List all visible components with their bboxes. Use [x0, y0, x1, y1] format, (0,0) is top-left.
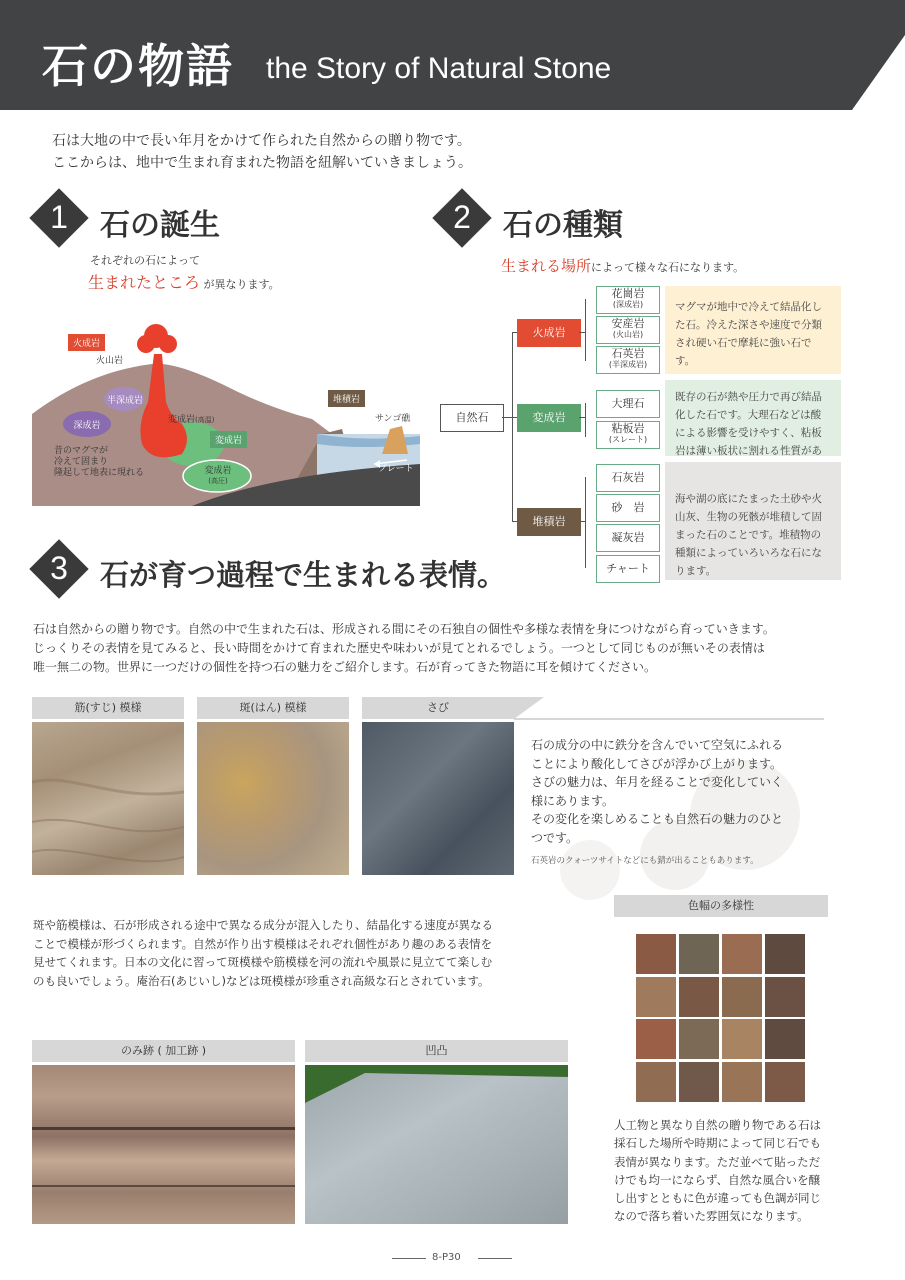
- plate-label: プレート: [378, 464, 414, 474]
- section-1-lead-rest: が異なります。: [200, 278, 280, 291]
- stone-tile: [636, 934, 676, 974]
- stone-tile: [679, 1019, 719, 1059]
- group-sedimentary: 堆積岩: [517, 508, 581, 536]
- section-2-lead: [501, 255, 744, 276]
- caption-han: 斑(はん) 模様: [197, 697, 349, 719]
- meta-hot-name: 変成岩: [168, 415, 196, 425]
- footer-rule-left: [392, 1258, 426, 1259]
- ototsu-slab: [305, 1065, 568, 1224]
- section-1-number: 1: [50, 199, 68, 235]
- stone-slate-name: 粘板岩: [611, 422, 645, 435]
- stone-marble[interactable]: 大理石: [596, 390, 660, 418]
- sedimentary-description: 海や湖の底にたまった土砂や火山灰、生物の死骸が堆積して固まった石のことです。堆積物の種類によっていろいろな石になります。: [665, 462, 841, 580]
- metamorphic-description: 既存の石が熱や圧力で再び結晶化した石です。大理石などは酸による影響を受けやすく、粘板岩は薄い板状に割れる性質があ: [665, 380, 841, 456]
- photo-ototsu: [305, 1065, 568, 1224]
- page-number: 8-P30: [432, 1252, 461, 1263]
- color-line-2: 採石した場所や時期によって同じ石でも: [614, 1136, 821, 1151]
- pattern-line-1: 斑や筋模様は、石が形成される途中で異なる成分が混入したり、結晶化する速度が異なる: [33, 918, 493, 932]
- intro-line-2: ここからは、地中で生まれ育まれた物語を紐解いていきましょう。: [52, 155, 472, 171]
- sabi-note: 石英岩のクォーツサイトなどにも錆が出ることもあります。: [531, 856, 759, 866]
- section-2-emphasis: 生まれる場所: [501, 257, 592, 275]
- section-3-number: 3: [50, 550, 68, 586]
- color-line-6: なので落ち着いた雰囲気になります。: [614, 1209, 809, 1224]
- section-2-lead-rest: によって様々な石になります。: [591, 261, 745, 274]
- sabi-line-2: ことにより酸化してさびが浮かび上がります。: [531, 756, 783, 771]
- meta-press-sub: (高圧): [208, 477, 228, 485]
- stone-tile: [765, 977, 805, 1017]
- section-1-lead: それぞれの石によって: [90, 254, 200, 267]
- stone-tile: [765, 1062, 805, 1102]
- section-1-lead-2: [88, 270, 280, 293]
- tile-grid: [636, 934, 808, 1104]
- section-1-title: 石の誕生: [100, 208, 220, 243]
- stone-slate[interactable]: [596, 421, 660, 449]
- meta-press-label: [196, 466, 240, 486]
- section-2-number: 2: [453, 199, 471, 235]
- page-title: 石の物語: [42, 39, 234, 93]
- sabi-line-1: 石の成分の中に鉄分を含んでいて空気にふれる: [531, 738, 784, 752]
- sabi-text: [531, 736, 783, 847]
- sabi-line-3: さびの魅力は、年月を経ることで変化していく: [531, 775, 784, 789]
- stone-tile: [722, 934, 762, 974]
- caption-ototsu: 凹凸: [305, 1040, 568, 1062]
- stone-tile: [722, 1062, 762, 1102]
- tree-line: [512, 332, 513, 522]
- page-subtitle: the Story of Natural Stone: [266, 52, 612, 85]
- tree-line: [585, 477, 586, 568]
- color-line-3: 表情が異なります。ただ並べて貼っただ: [614, 1154, 821, 1169]
- stone-tile: [679, 1062, 719, 1102]
- stone-quartzite[interactable]: [596, 346, 660, 374]
- section-3-line-2: じっくりその表情を見てみると、長い時間をかけて育まれた歴史や味わいが見てとれるでしょう。一つとして同じものが無いその表情は: [33, 641, 765, 655]
- coral-label: サンゴ礁: [375, 414, 411, 424]
- stone-tile: [679, 977, 719, 1017]
- stone-limestone[interactable]: 石灰岩: [596, 464, 660, 492]
- group-igneous: 火成岩: [517, 319, 581, 347]
- stone-tile: [765, 1019, 805, 1059]
- caption-suji: 筋(すじ) 模様: [32, 697, 184, 719]
- group-metamorphic: 変成岩: [517, 404, 581, 432]
- metamorphic-tag: 変成岩: [210, 431, 247, 448]
- color-line-5: し出すとともに色が違っても色調が同じ: [614, 1191, 821, 1206]
- magma-note-2: 冷えて固まり: [54, 457, 109, 467]
- magma-note-1: 昔のマグマが: [54, 446, 109, 456]
- pattern-line-3: 見せてくれます。日本の文化に習って斑模様や筋模様を河の流れや風景に見立てて楽しむ: [33, 955, 493, 969]
- meta-press-name: 変成岩: [204, 466, 232, 476]
- plutonic-label: 深成岩: [73, 421, 101, 431]
- stone-granite-name: 花崗岩: [611, 287, 645, 300]
- stone-sandstone[interactable]: 砂 岩: [596, 494, 660, 522]
- tree-root: 自然石: [440, 404, 504, 432]
- stone-tile: [636, 1062, 676, 1102]
- pattern-line-2: ことで模様が形づくられます。自然が作り出す模様はそれぞれ個性があり趣のある表情を: [33, 936, 493, 951]
- section-3-line-3: 唯一無二の物。世界に一つだけの個性を持つ石の魅力をご紹介します。石が育ってきた物語に耳を傾けてください。: [33, 660, 657, 674]
- suji-texture: [32, 722, 184, 875]
- stone-tile: [765, 934, 805, 974]
- tree-line: [585, 403, 586, 437]
- photo-han-pattern: [197, 722, 349, 875]
- stone-quartzite-name: 石英岩: [611, 347, 645, 360]
- stone-tile: [722, 1019, 762, 1059]
- pattern-text: [33, 916, 493, 990]
- caption-rule: [514, 718, 824, 720]
- volcanic-label: 火山岩: [96, 356, 124, 366]
- color-text: [614, 1116, 821, 1226]
- nomi-groove: [32, 1185, 295, 1187]
- nomi-groove: [32, 1127, 295, 1130]
- section-3-body: [33, 620, 853, 677]
- color-line-1: 人工物と異なり自然の贈り物である石は: [614, 1118, 821, 1132]
- tree-line: [585, 299, 586, 361]
- stone-slate-sub: (スレート): [608, 435, 648, 444]
- igneous-tag: 火成岩: [68, 334, 105, 351]
- stone-tuff[interactable]: 凝灰岩: [596, 524, 660, 552]
- pattern-line-4: のも良いでしょう。庵治石(あじいし)などは斑模様が珍重され高級な石とされています。: [33, 973, 490, 988]
- section-2-title: 石の種類: [503, 208, 623, 243]
- sedimentary-tag: 堆積岩: [328, 390, 365, 407]
- hypabyssal-label: 半深成岩: [106, 396, 143, 406]
- stone-andesite-sub: (火山岩): [612, 330, 644, 339]
- stone-tile: [636, 977, 676, 1017]
- photo-sabi: [362, 722, 514, 875]
- intro-line-1: 石は大地の中で長い年月をかけて作られた自然からの贈り物です。: [52, 133, 471, 149]
- stone-quartzite-sub: (半深成岩): [608, 360, 648, 369]
- stone-granite-sub: (深成岩): [612, 300, 644, 309]
- stone-birth-diagram: [32, 314, 420, 506]
- photo-color-variety: [614, 920, 828, 1108]
- stone-tile: [722, 977, 762, 1017]
- photo-nomi: [32, 1065, 295, 1224]
- sabi-line-6: つです。: [531, 830, 579, 845]
- caption-sabi: さび: [362, 697, 514, 719]
- meta-hot-label: [168, 415, 214, 426]
- caption-sabi-tail: [514, 697, 544, 719]
- stone-tile: [636, 1019, 676, 1059]
- stone-granite[interactable]: [596, 286, 660, 314]
- footer-rule-right: [478, 1258, 512, 1259]
- stone-andesite-name: 安産岩: [611, 317, 645, 330]
- sabi-line-4: 様にあります。: [531, 793, 615, 808]
- color-line-4: けでも均一にならず、自然な風合いを醸: [614, 1172, 821, 1187]
- stone-andesite[interactable]: [596, 316, 660, 344]
- decor-bubble: [560, 840, 620, 900]
- section-1-emphasis: 生まれたところ: [88, 273, 201, 292]
- caption-color-variety: 色幅の多様性: [614, 895, 828, 917]
- meta-hot-sub: (高温): [195, 416, 215, 424]
- section-3-title: 石が育つ過程で生まれる表情。: [100, 558, 507, 592]
- stone-tile: [679, 934, 719, 974]
- photo-suji-pattern: [32, 722, 184, 875]
- section-3-line-1: 石は自然からの贈り物です。自然の中で生まれた石は、形成される間にその石独自の個性や多様な表情を身につけながら育っていきます。: [33, 622, 775, 636]
- magma-note-3: 隆起して地表に現れる: [54, 468, 145, 478]
- sabi-line-5: その変化を楽しめることも自然石の魅力のひと: [531, 812, 784, 826]
- caption-nomi: のみ跡 ( 加工跡 ): [32, 1040, 295, 1062]
- stone-chert[interactable]: チャート: [596, 555, 660, 583]
- tree-line: [502, 417, 512, 418]
- igneous-description: マグマが地中で冷えて結晶化した石。冷えた深さや速度で分類され硬い石で摩耗に強い石です。: [665, 286, 841, 374]
